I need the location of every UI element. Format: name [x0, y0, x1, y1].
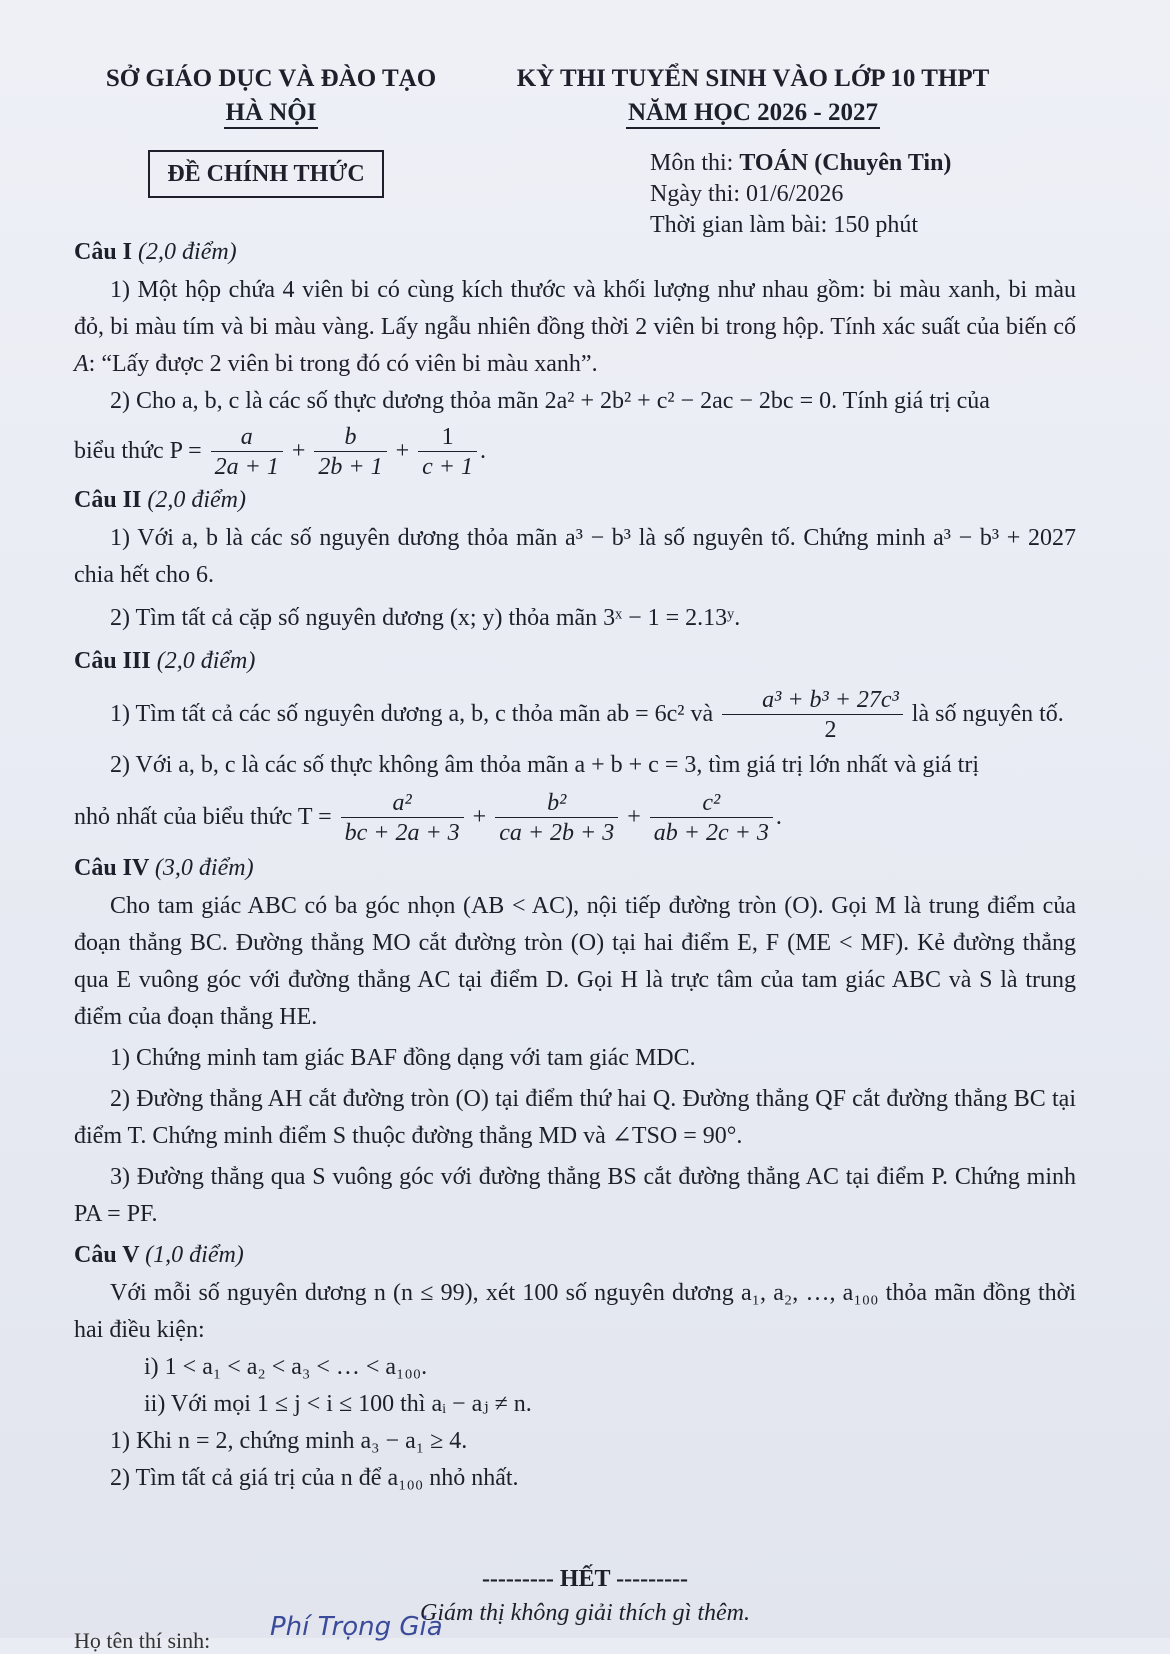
question-3-expression: nhỏ nhất của biểu thức T = $\frac{\text{a²}}{bc + 2a + 3}$ + $\frac{\text{b²}}{ca + 2b + 3}$ + $\frac{\text{c²}}{ab + 2c + 3}$ . [74, 789, 782, 846]
q3-p1-suffix: là số nguyên tố. [911, 701, 1064, 727]
question-1-heading [74, 236, 1076, 268]
question-5-condition-2: ii) Với mọi 1 ≤ j < i ≤ 100 thì aᵢ − aⱼ ≠ n. [144, 1391, 532, 1417]
fraction-t2: $\frac{\text{b²}}{ca + 2b + 3}$ [495, 789, 618, 848]
question-5-intro: Với mỗi số nguyên dương n (n ≤ 99), xét 100 số nguyên dương a₁, a₂, …, a₁₀₀ thỏa mãn đồng thời hai điều kiện: [74, 1280, 1076, 1343]
question-1-part-1 [74, 272, 1076, 383]
fraction-a: $\frac{a}{2a + 1}$ [211, 423, 283, 482]
fraction-t1: $\frac{\text{a²}}{bc + 2a + 3}$ [341, 789, 464, 848]
question-3-title: Câu III [74, 648, 151, 674]
question-1-part-2: 2) Cho a, b, c là các số thực dương thỏa mãn 2a² + 2b² + c² − 2ac − 2bc = 0. Tính giá trị của [110, 388, 990, 414]
q1-event-symbol: A [74, 351, 89, 377]
question-1-expression: biểu thức P = $\frac{a}{2a + 1}$ + $\frac{b}{2b + 1}$ + $\frac{1}{c + 1}$ . [74, 423, 486, 480]
subject-label: Môn thi: [650, 150, 734, 176]
department-city: HÀ NỘI [224, 99, 319, 129]
q1-p1-text: 1) Một hộp chứa 4 viên bi có cùng kích thước và khối lượng như nhau gồm: bi màu xanh, bi màu đỏ, bi màu tím và bi màu vàng. Lấy ngẫu nhiên đồng thời 2 viên bi trong hộp. Tính xác suất của biến cố [74, 277, 1076, 340]
school-year: NĂM HỌC 2026 - 2027 [626, 99, 880, 129]
question-5-part-2: 2) Tìm tất cả giá trị của n để a₁₀₀ nhỏ nhất. [110, 1465, 519, 1491]
q1-expression-label: biểu thức P = [74, 438, 202, 464]
candidate-label: Họ tên thí sinh: [74, 1628, 211, 1653]
exam-title: KỲ THI TUYỂN SINH VÀO LỚP 10 THPT [516, 65, 990, 92]
q1-p1-event: : “Lấy được 2 viên bi trong đó có viên bi màu xanh”. [88, 351, 598, 377]
exam-info [650, 148, 951, 241]
question-4-heading [74, 852, 1076, 884]
end-marker: --------- HẾT --------- [481, 1566, 689, 1592]
question-2-part-1: 1) Với a, b là các số nguyên dương thỏa mãn a³ − b³ là số nguyên tố. Chứng minh a³ − b³ + 2027 chia hết cho 6. [74, 525, 1076, 588]
question-3-part-2: 2) Với a, b, c là các số thực không âm thỏa mãn a + b + c = 3, tìm giá trị lớn nhất và giá trị [110, 752, 980, 778]
question-4-title: Câu IV [74, 855, 149, 881]
fraction-cubic-sum: $\frac{\text{a³ + b³ + 27c³}}{2}$ [722, 686, 903, 745]
question-2-part-2: 2) Tìm tất cả cặp số nguyên dương (x; y) thỏa mãn 3ˣ − 1 = 2.13ʸ. [110, 605, 741, 631]
question-5-title: Câu V [74, 1242, 140, 1268]
question-5-part-1: 1) Khi n = 2, chứng minh a₃ − a₁ ≥ 4. [110, 1428, 468, 1454]
question-4-part-3: 3) Đường thẳng qua S vuông góc với đường thẳng BS cắt đường thẳng AC tại điểm P. Chứng minh PA = PF. [74, 1164, 1076, 1227]
department-name: SỞ GIÁO DỤC VÀ ĐÀO TẠO [105, 65, 437, 92]
question-4-points: (3,0 điểm) [154, 855, 254, 881]
question-2-points: (2,0 điểm) [147, 487, 246, 513]
q3-p1-text: 1) Tìm tất cả các số nguyên dương a, b, c thỏa mãn ab = 6c² và [110, 701, 714, 727]
exam-duration: Thời gian làm bài: 150 phút [650, 212, 918, 238]
department-header [96, 62, 446, 130]
q3-expression-label: nhỏ nhất của biểu thức T = [74, 804, 332, 830]
question-5-points: (1,0 điểm) [145, 1242, 244, 1268]
exam-header [498, 62, 1008, 130]
question-3-points: (2,0 điểm) [156, 648, 256, 674]
question-4-part-1: 1) Chứng minh tam giác BAF đồng dạng với tam giác MDC. [110, 1045, 696, 1071]
exam-date: Ngày thi: 01/6/2026 [650, 181, 844, 207]
fraction-c: $\frac{1}{c + 1}$ [418, 423, 477, 482]
question-1-title: Câu I [74, 239, 133, 265]
exam-body [74, 234, 1076, 1497]
question-3-heading [74, 645, 1076, 677]
question-4-part-2: 2) Đường thẳng AH cắt đường tròn (O) tại điểm thứ hai Q. Đường thẳng QF cắt đường thẳng BC tại điểm T. Chứng minh điểm S thuộc đường thẳng MD và ∠TSO = 90°. [74, 1086, 1076, 1149]
fraction-b: $\frac{b}{2b + 1}$ [314, 423, 386, 482]
question-5-condition-1: i) 1 < a₁ < a₂ < a₃ < … < a₁₀₀. [144, 1354, 428, 1380]
question-2-title: Câu II [74, 487, 142, 513]
official-exam-badge: ĐỀ CHÍNH THỨC [148, 150, 384, 198]
question-4-intro: Cho tam giác ABC có ba góc nhọn (AB < AC), nội tiếp đường tròn (O). Gọi M là trung điểm của đoạn thẳng BC. Đường thẳng MO cắt đường tròn (O) tại hai điểm E, F (ME < MF). Kẻ đường thẳng qua E vuông góc với đường thẳng AC tại điểm D. Gọi H là trực tâm của tam giác ABC và S là trung điểm của đoạn thẳng HE. [74, 893, 1076, 1030]
question-5-heading [74, 1239, 1076, 1271]
question-3-part-1 [74, 681, 1076, 747]
subject-value: TOÁN (Chuyên Tin) [739, 150, 952, 176]
candidate-signature: Phí Trọng Gia [270, 1612, 443, 1642]
question-2-heading [74, 484, 1076, 516]
question-1-points: (2,0 điểm) [138, 239, 237, 265]
fraction-t3: $\frac{\text{c²}}{ab + 2c + 3}$ [650, 789, 773, 848]
proctor-note: Giám thị không giải thích gì thêm. [420, 1600, 750, 1626]
